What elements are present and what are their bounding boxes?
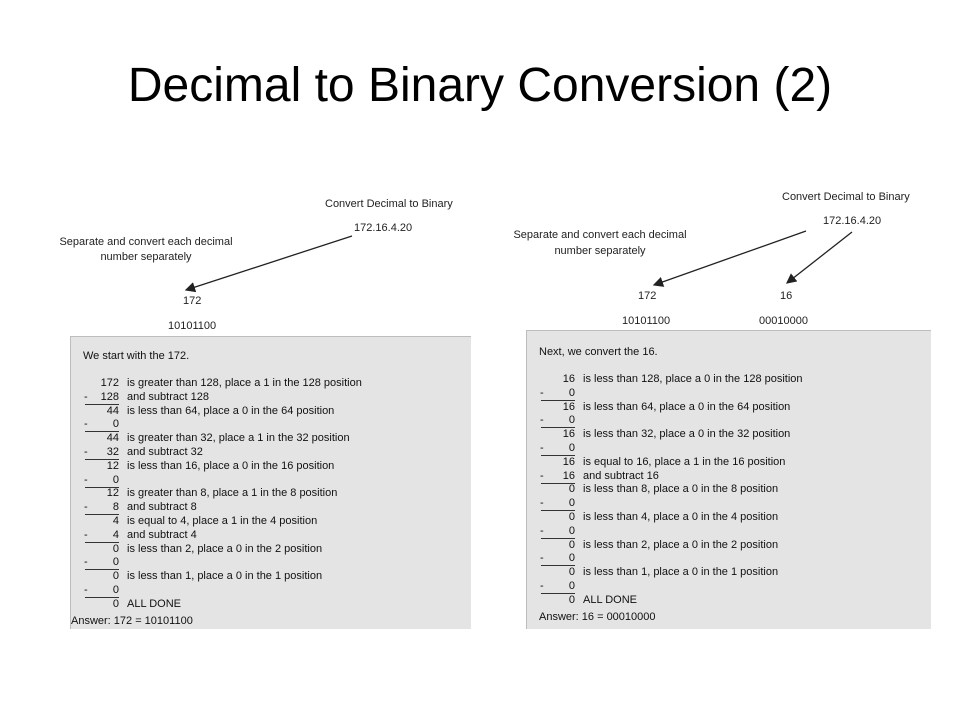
right-octet-16: 16: [780, 290, 793, 302]
left-minus-sign: -: [84, 556, 88, 569]
left-step-value: 172: [100, 377, 119, 389]
right-step-value: 0: [568, 552, 575, 565]
right-step-value: 16: [562, 373, 575, 385]
right-step-explanation: and subtract 16: [583, 469, 659, 482]
slide-title: Decimal to Binary Conversion (2): [127, 59, 833, 112]
right-step-value: 0: [568, 538, 575, 551]
left-step-explanation: is greater than 128, place a 1 in the 128 position: [127, 377, 362, 389]
left-step-value: 44: [106, 432, 119, 445]
left-step-explanation: ALL DONE: [127, 597, 182, 610]
left-step-value: 4: [112, 528, 119, 541]
left-step-explanation: and subtract 32: [127, 446, 203, 458]
right-minus-sign: -: [540, 524, 544, 537]
right-step-explanation: is less than 64, place a 0 in the 64 position: [583, 400, 791, 413]
right-step-explanation: is less than 1, place a 0 in the 1 position: [583, 566, 779, 579]
right-step-value: 0: [568, 580, 575, 592]
left-binary: 10101100: [168, 320, 217, 332]
right-step-explanation: is less than 32, place a 0 in the 32 position: [583, 428, 791, 441]
left-step-explanation: and subtract 4: [127, 528, 197, 541]
right-step-value: 16: [562, 455, 575, 468]
left-octet: 172: [183, 295, 202, 307]
right-binary-172: 10101100: [622, 315, 671, 327]
left-step-explanation: is less than 1, place a 0 in the 1 position: [127, 570, 323, 583]
right-answer: Answer: 16 = 00010000: [539, 611, 656, 623]
left-step-value: 0: [112, 584, 119, 596]
right-step-value: 0: [568, 414, 575, 427]
right-arrow-to-16: [787, 232, 852, 283]
right-step-explanation: ALL DONE: [583, 593, 638, 606]
right-step-value: 0: [568, 497, 575, 510]
left-minus-sign: -: [84, 473, 88, 486]
left-minus-sign: -: [84, 446, 88, 458]
right-step-value: 0: [568, 483, 575, 496]
right-ip: 172.16.4.20: [823, 215, 882, 227]
left-minus-sign: -: [84, 390, 88, 403]
left-step-explanation: and subtract 8: [127, 501, 197, 514]
left-separate-note-1: Separate and convert each decimal: [59, 236, 233, 248]
left-step-value: 0: [112, 542, 119, 555]
left-minus-sign: -: [84, 501, 88, 514]
right-step-explanation: is less than 4, place a 0 in the 4 position: [583, 511, 779, 523]
right-octet-172: 172: [638, 290, 657, 302]
right-step-value: 16: [562, 469, 575, 482]
right-step-explanation: is less than 128, place a 0 in the 128 position: [583, 373, 803, 385]
right-step-value: 0: [568, 442, 575, 454]
right-step-value: 16: [562, 400, 575, 413]
right-separate-note-2: number separately: [554, 245, 646, 257]
left-answer: Answer: 172 = 10101100: [71, 615, 193, 627]
left-separate-note-2: number separately: [100, 251, 192, 263]
right-minus-sign: -: [540, 442, 544, 454]
right-minus-sign: -: [540, 497, 544, 510]
right-conversion-panel: [526, 330, 931, 629]
left-step-explanation: is greater than 8, place a 1 in the 8 position: [127, 487, 338, 500]
left-step-value: 0: [112, 570, 119, 583]
right-step-explanation: is less than 2, place a 0 in the 2 position: [583, 538, 779, 551]
left-minus-sign: -: [84, 528, 88, 541]
left-minus-sign: -: [84, 418, 88, 431]
right-step-value: 0: [568, 593, 575, 606]
left-intro: We start with the 172.: [83, 350, 190, 362]
right-minus-sign: -: [540, 580, 544, 592]
left-step-value: 8: [112, 501, 119, 514]
right-minus-sign: -: [540, 386, 544, 399]
right-step-value: 0: [568, 524, 575, 537]
left-step-explanation: is greater than 32, place a 1 in the 32 position: [127, 432, 350, 445]
right-binary-16: 00010000: [759, 315, 808, 327]
left-step-explanation: and subtract 128: [127, 390, 209, 403]
right-heading: Convert Decimal to Binary: [782, 191, 910, 203]
left-step-explanation: is less than 64, place a 0 in the 64 position: [127, 404, 335, 417]
left-minus-sign: -: [84, 584, 88, 596]
right-step-value: 0: [568, 511, 575, 523]
left-step-value: 0: [112, 556, 119, 569]
left-step-value: 0: [112, 473, 119, 486]
left-step-value: 0: [112, 597, 119, 610]
right-step-value: 0: [568, 386, 575, 399]
right-minus-sign: -: [540, 469, 544, 482]
left-heading: Convert Decimal to Binary: [325, 198, 453, 210]
right-step-value: 0: [568, 566, 575, 579]
left-step-value: 32: [106, 446, 119, 458]
right-step-value: 16: [562, 428, 575, 441]
left-step-value: 12: [106, 487, 119, 500]
left-ip: 172.16.4.20: [354, 222, 413, 234]
left-step-explanation: is less than 2, place a 0 in the 2 position: [127, 542, 323, 555]
left-step-explanation: is equal to 4, place a 1 in the 4 position: [127, 515, 318, 527]
right-step-explanation: is equal to 16, place a 1 in the 16 position: [583, 455, 786, 468]
left-step-value: 44: [106, 404, 119, 417]
left-step-value: 128: [100, 390, 119, 403]
right-separate-note-1: Separate and convert each decimal: [513, 229, 687, 241]
left-step-value: 0: [112, 418, 119, 431]
left-step-explanation: is less than 16, place a 0 in the 16 position: [127, 459, 335, 472]
right-minus-sign: -: [540, 552, 544, 565]
right-step-explanation: is less than 8, place a 0 in the 8 position: [583, 483, 779, 496]
left-step-value: 12: [106, 459, 119, 472]
right-intro: Next, we convert the 16.: [539, 346, 658, 358]
left-step-value: 4: [112, 515, 119, 527]
right-minus-sign: -: [540, 414, 544, 427]
